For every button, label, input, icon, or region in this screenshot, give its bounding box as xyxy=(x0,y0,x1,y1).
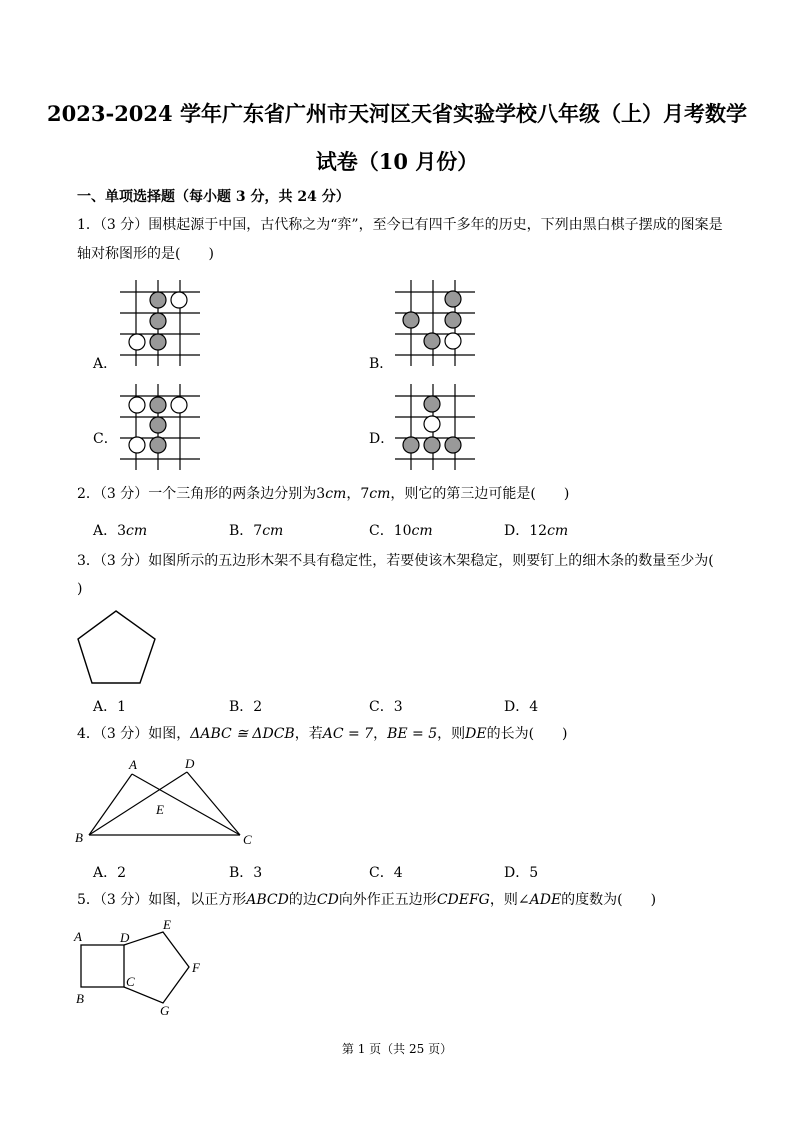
q2-option-d-unit: cm xyxy=(547,523,569,539)
q5-side: CD xyxy=(316,892,339,908)
q1-stem-line2: 轴对称图形的是( ) xyxy=(77,246,214,262)
q2-option-c xyxy=(369,520,433,540)
q4-mid1: ，若 xyxy=(294,726,323,742)
q4-option-b: B．3 xyxy=(229,865,263,881)
q2-option-b-unit: cm xyxy=(262,523,284,539)
q4-congruence: ΔABC ≅ ΔDCB xyxy=(190,726,295,742)
q5-square-pentagon-figure xyxy=(72,915,212,1020)
q3-stem-line1: 3．（3 分）如图所示的五边形木架不具有稳定性，若要使该木架稳定，则要钉上的细木条的数量至少为( xyxy=(77,553,714,569)
q5-label-c: C xyxy=(126,974,135,989)
q5-square: ABCD xyxy=(246,892,289,908)
q2-unit1: cm xyxy=(325,486,347,502)
q3-option-b: B．2 xyxy=(229,699,263,715)
q5-mid1: 的边 xyxy=(288,892,317,908)
q5-stem xyxy=(77,887,656,913)
q2-value1: 3 xyxy=(316,486,326,502)
document-title-line2: 试卷（10 月份） xyxy=(315,149,479,174)
q3-option-c: C．3 xyxy=(369,699,403,715)
q1-option-c: C． xyxy=(93,431,118,447)
q2-suffix: ，则它的第三边可能是( ) xyxy=(390,486,570,502)
q4-stem xyxy=(77,721,568,747)
q4-option-a: A．2 xyxy=(93,865,127,881)
document-title-line1: 2023-2024 学年广东省广州市天河区天省实验学校八年级（上）月考数学 xyxy=(47,101,747,126)
q2-option-d-value: 12 xyxy=(529,523,548,539)
q5-mid3: ，则 xyxy=(489,892,518,908)
section-heading: 一、单项选择题（每小题 3 分，共 24 分） xyxy=(77,189,350,205)
q5-mid2: 向外作正五边形 xyxy=(338,892,437,908)
q4-target: DE xyxy=(465,726,487,742)
q2-stem xyxy=(77,481,569,507)
q4-label-a: A xyxy=(129,757,137,772)
q5-label-b: B xyxy=(76,991,84,1006)
q4-triangle-figure xyxy=(72,752,262,852)
q2-option-d xyxy=(504,520,568,540)
q2-option-b xyxy=(229,520,283,540)
q5-label-d: D xyxy=(120,930,130,945)
q1-option-a: A． xyxy=(93,356,118,372)
q2-option-d-label: D． xyxy=(504,523,530,539)
q5-label-g: G xyxy=(160,1003,170,1018)
q3-pentagon-figure xyxy=(74,605,164,690)
q5-label-a: A xyxy=(74,929,82,944)
q4-eq1: AC = 7 xyxy=(322,726,374,742)
q2-prefix: 2．（3 分）一个三角形的两条边分别为 xyxy=(77,486,317,502)
q2-option-a-unit: cm xyxy=(126,523,148,539)
q2-value2: 7 xyxy=(360,486,370,502)
q3-stem-line2: ) xyxy=(77,581,83,597)
q4-label-b: B xyxy=(75,830,83,845)
q5-label-f: F xyxy=(192,960,200,975)
q5-suffix: 的度数为( ) xyxy=(561,892,657,908)
q4-label-c: C xyxy=(243,832,252,847)
q1-option-b: B． xyxy=(369,356,394,372)
q2-option-b-label: B． xyxy=(229,523,254,539)
q4-mid3: ，则 xyxy=(437,726,466,742)
q3-option-d: D．4 xyxy=(504,699,539,715)
q2-option-b-value: 7 xyxy=(253,523,263,539)
page-footer: 第 1 页（共 25 页） xyxy=(341,1042,453,1056)
q2-option-c-unit: cm xyxy=(411,523,433,539)
q5-angle: ∠ADE xyxy=(517,892,562,908)
q3-option-a: A．1 xyxy=(93,699,127,715)
q4-label-d: D xyxy=(185,756,195,771)
q2-option-a xyxy=(93,520,147,540)
q2-sep: ， xyxy=(346,486,361,502)
q2-option-a-label: A． xyxy=(93,523,118,539)
q4-suffix: 的长为( ) xyxy=(486,726,568,742)
q1-stem-line1: 1．（3 分）围棋起源于中国，古代称之为“弈”，至今已有四千多年的历史，下列由黑白棋子摆成的图案是 xyxy=(77,217,723,233)
q5-label-e: E xyxy=(163,917,171,932)
q1-figure-c xyxy=(115,382,205,472)
q5-pentagon: CDEFG xyxy=(436,892,490,908)
q5-prefix: 5．（3 分）如图，以正方形 xyxy=(77,892,247,908)
q4-label-e: E xyxy=(156,802,164,817)
q1-figure-b xyxy=(390,278,480,368)
q1-figure-a xyxy=(115,278,205,368)
q2-option-c-label: C． xyxy=(369,523,394,539)
q1-option-d: D． xyxy=(369,431,395,447)
q4-prefix: 4．（3 分）如图， xyxy=(77,726,191,742)
q1-figure-d xyxy=(390,382,480,472)
q4-option-c: C．4 xyxy=(369,865,403,881)
q4-option-d: D．5 xyxy=(504,865,539,881)
q2-option-c-value: 10 xyxy=(393,523,412,539)
q4-mid2: ， xyxy=(373,726,388,742)
q2-unit2: cm xyxy=(369,486,391,502)
q4-eq2: BE = 5 xyxy=(387,726,438,742)
q2-option-a-value: 3 xyxy=(117,523,127,539)
